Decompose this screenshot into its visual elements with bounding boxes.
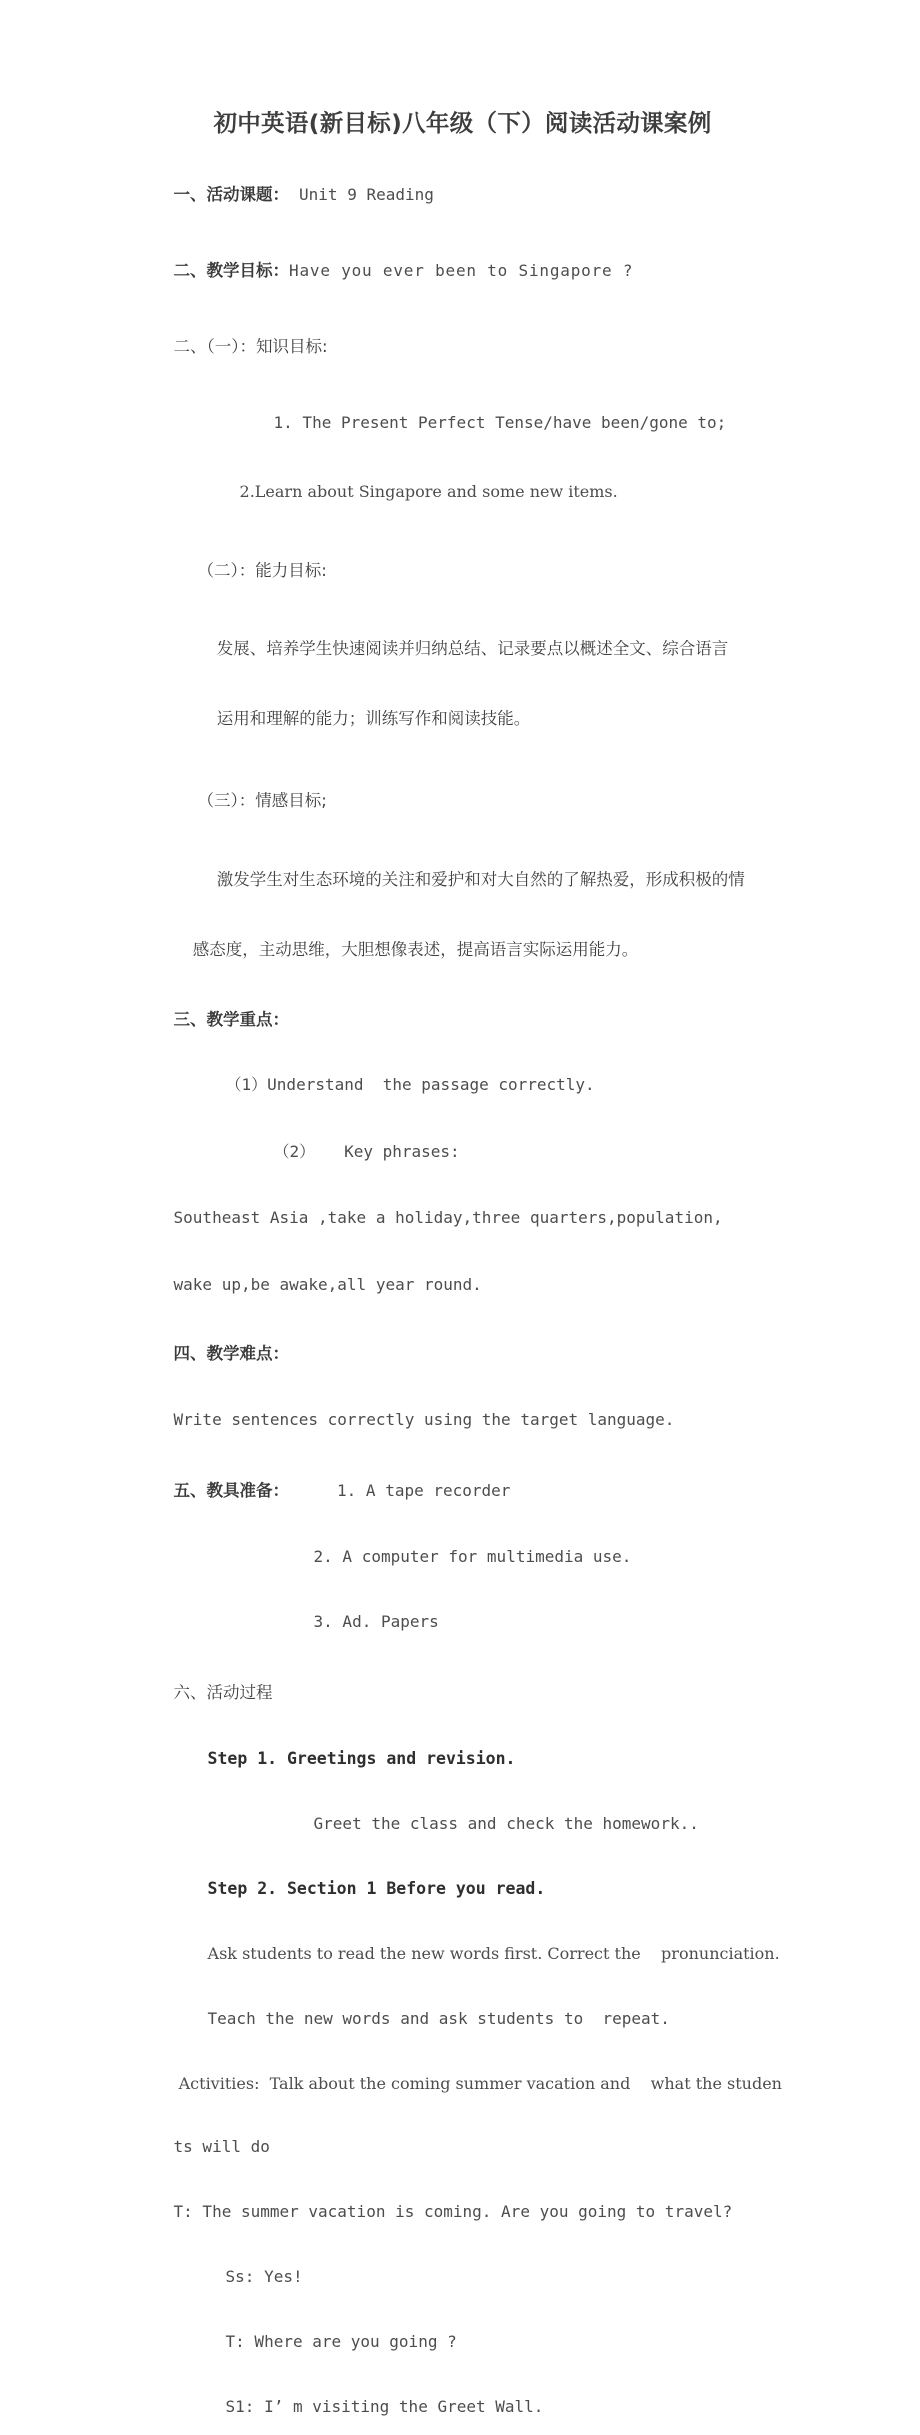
step-2-activities-line-2: ts will do [173,2136,270,2156]
step-2-title: Step 2. Section 1 Before you read. [207,1878,546,1898]
emotion-goal-body: 激发学生对生态环境的关注和爱护和对大自然的了解热爱，形成积极的情 感态度，主动思维，大胆想像表述，提高语言实际运用能力。 [192,869,745,959]
dialogue-line-teacher-1: T: The summer vacation is coming. Are you going to travel? [173,2201,733,2221]
emotion-goal-heading-text: （三）：情感目标; [197,791,327,811]
key-points-item-1: （1）Understand the passage correctly. [225,1074,595,1094]
section-topic [135,162,790,224]
dialogue-line-student-1: S1: I’ m visiting the Greet Wall. [225,2396,544,2416]
dialogue-line-students: Ss: Yes! [225,2266,303,2286]
section-difficult-points-heading: 四、教学难点： [173,1343,290,1363]
section-teaching-goal-label: 二、教学目标： [173,260,290,280]
ability-goal-body: 发展、培养学生快速阅读并归纳总结、记录要点以概述全文、综合语言 运用和理解的能力；训练写作和阅读技能。 [216,638,729,729]
section-teaching-goal [135,238,790,300]
step-1-body: Greet the class and check the homework.. [313,1813,699,1833]
section-key-points-heading: 三、教学重点： [173,1009,290,1029]
teaching-aids-item-2: 2. A computer for multimedia use. [313,1546,632,1566]
section-ability-goal-heading [135,538,790,600]
knowledge-goal-item-1: 1. The Present Perfect Tense/have been/gone to; [273,412,727,432]
knowledge-goal-heading-text: 二、（一）：知识目标: [173,336,328,356]
teaching-aids-item-3: 3. Ad. Papers [313,1611,439,1631]
section-knowledge-goal-heading [135,314,790,376]
section-teaching-goal-value: Have you ever been to Singapore ? [289,260,634,280]
step-1-title: Step 1. Greetings and revision. [207,1748,516,1768]
page-title: 初中英语(新目标)八年级（下）阅读活动课案例 [213,109,712,137]
step-2-activities-line-1: Activities: Talk about the coming summer vacation and what the studen [173,2073,782,2093]
teaching-aids-item-1: 1. A tape recorder [337,1480,511,1500]
step-2-body-line-2: Teach the new words and ask students to repeat. [207,2008,670,2028]
knowledge-goal-item-2: 2.Learn about Singapore and some new items. [239,481,618,501]
difficult-points-body: Write sentences correctly using the target language. [173,1409,675,1429]
ability-goal-heading-text: （二）：能力目标: [197,560,327,580]
key-points-item-2: （2） Key phrases: [273,1141,460,1161]
key-phrases-line-1: Southeast Asia ,take a holiday,three quarters,population, [173,1207,723,1227]
section-teaching-aids [135,1458,790,1520]
key-phrases-line-2: wake up,be awake,all year round. [173,1274,482,1294]
section-procedure-heading: 六、活动过程 [173,1682,273,1702]
section-topic-label: 一、活动课题： [173,184,290,204]
teaching-aids-label: 五、教具准备： [173,1480,290,1500]
dialogue-line-teacher-2: T: Where are you going ? [225,2331,457,2351]
step-2-body-line-1: Ask students to read the new words first. Correct the pronunciation. [207,1943,780,1963]
section-topic-value: Unit 9 Reading [299,184,434,204]
section-emotion-goal-heading [135,768,790,830]
